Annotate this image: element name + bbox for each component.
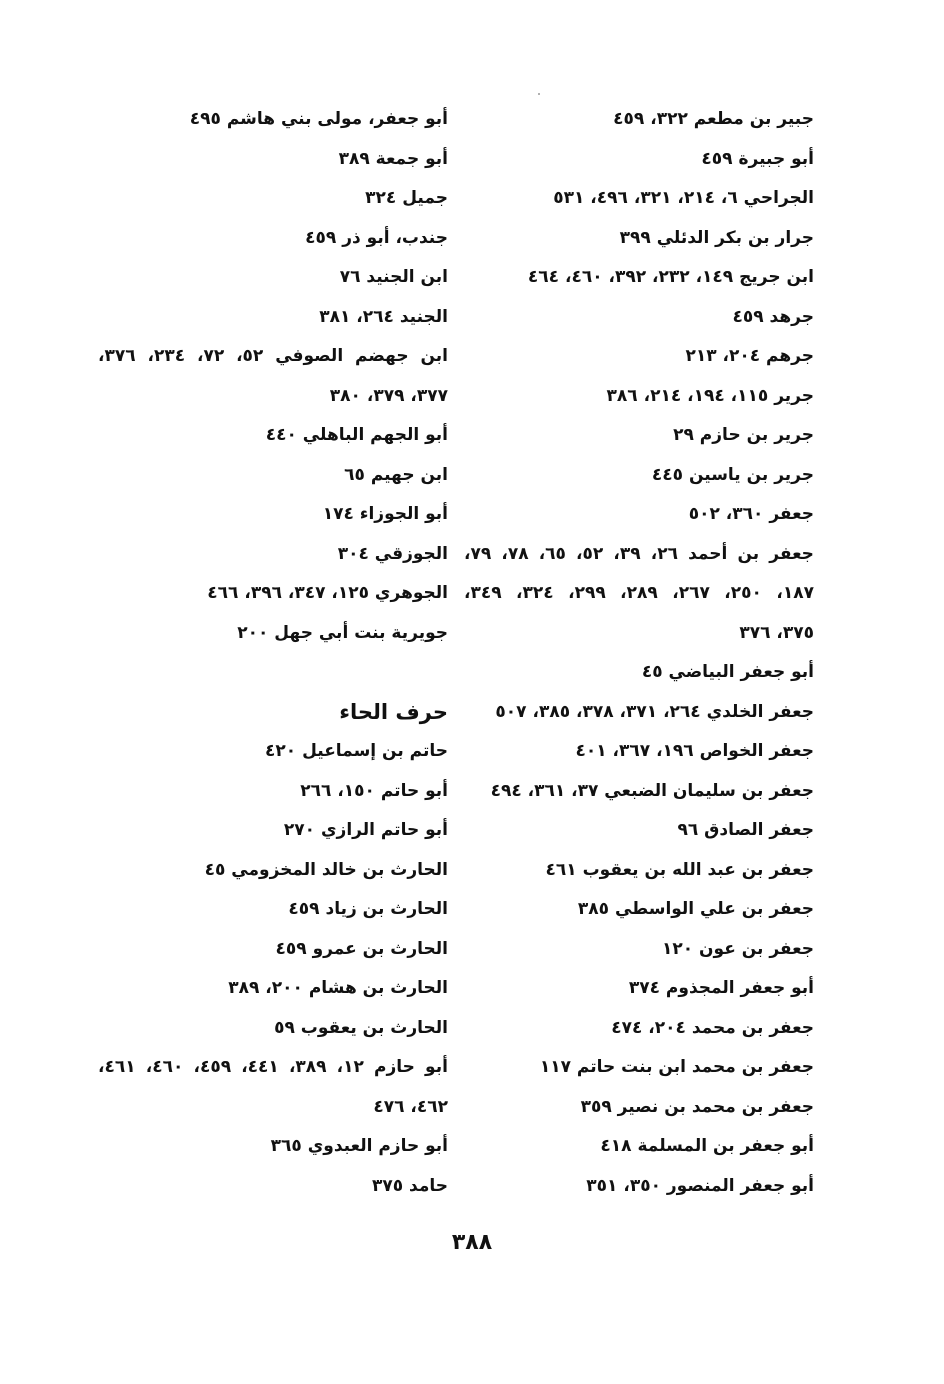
index-entry: أبو الجوزاء ١٧٤: [322, 504, 448, 524]
index-entry: الحارث بن زياد ٤٥٩: [288, 899, 448, 919]
index-entry: جرير بن حازم ٢٩: [673, 425, 814, 445]
index-entry: جعفر بن علي الواسطي ٣٨٥: [577, 899, 814, 919]
section-gap: [98, 653, 448, 693]
index-entry: جعفر بن محمد بن نصير ٣٥٩: [580, 1096, 814, 1117]
index-entry: جرار بن بكر الدئلي ٣٩٩: [619, 227, 814, 248]
index-entry: ابن جهضم الصوفي ٥٢، ٧٢، ٢٣٤، ٣٧٦،: [98, 346, 448, 366]
index-entry: أبو جعفر المنصور ٣٥٠، ٣٥١: [586, 1175, 814, 1196]
index-entry: حامد ٣٧٥: [371, 1175, 448, 1196]
index-entry: ابن الجنيد ٧٦: [339, 267, 448, 287]
index-entry: الجوزقي ٣٠٤: [337, 543, 448, 564]
index-entry: جرير ١١٥، ١٩٤، ٢١٤، ٣٨٦: [606, 385, 814, 406]
print-mark: [538, 93, 540, 95]
index-entry: جعفر بن أحمد ٢٦، ٣٩، ٥٢، ٦٥، ٧٨، ٧٩،: [464, 543, 814, 564]
index-entry: جعفر بن محمد ٢٠٤، ٤٧٤: [611, 1017, 814, 1038]
index-entry: جعفر الخواص ١٩٦، ٣٦٧، ٤٠١: [575, 741, 814, 761]
index-entry: أبو الجهم الباهلي ٤٤٠: [265, 425, 448, 445]
index-entry: جعفر الخلدي ٢٦٤، ٣٧١، ٣٧٨، ٣٨٥، ٥٠٧: [495, 701, 814, 722]
index-entry: أبو جعفر المجذوم ٣٧٤: [628, 978, 814, 998]
index-entry: جندب، أبو ذر ٤٥٩: [305, 227, 448, 248]
index-entry: أبو جعفر بن المسلمة ٤١٨: [600, 1136, 814, 1156]
index-entry: ابن جهيم ٦٥: [344, 464, 448, 485]
index-entry: جميل ٣٢٤: [365, 188, 448, 208]
index-entry: ١٨٧، ٢٥٠، ٢٦٧، ٢٨٩، ٢٩٩، ٣٢٤، ٣٤٩،: [464, 583, 814, 603]
index-entry: جويرية بنت أبي جهل ٢٠٠: [237, 622, 448, 643]
index-entry: جبير بن مطعم ٣٢٢، ٤٥٩: [613, 109, 814, 129]
index-entry: الحارث بن يعقوب ٥٩: [274, 1017, 448, 1038]
index-entry: الجراحي ٦، ٢١٤، ٣٢١، ٤٩٦، ٥٣١: [553, 188, 814, 208]
index-entry: جعفر بن سليمان الضبعي ٣٧، ٣٦١، ٤٩٤: [490, 780, 814, 801]
index-entry: ٣٧٥، ٣٧٦: [739, 622, 814, 643]
index-entry: حاتم بن إسماعيل ٤٢٠: [265, 741, 448, 761]
index-entry: الجنيد ٢٦٤، ٣٨١: [319, 306, 448, 327]
index-entry: أبو جعفر، مولى بني هاشم ٤٩٥: [189, 109, 448, 129]
index-entry: جعفر ٣٦٠، ٥٠٢: [688, 504, 814, 524]
index-entry: الحارث بن عمرو ٤٥٩: [275, 938, 448, 959]
index-entry: جرهد ٤٥٩: [732, 306, 814, 327]
index-entry: أبو حازم العبدوي ٣٦٥: [270, 1136, 448, 1156]
page-number: ٣٨٨: [451, 1230, 493, 1255]
index-entry: أبو جعفر البياضي ٤٥: [641, 662, 814, 682]
index-entry: ٣٧٧، ٣٧٩، ٣٨٠: [329, 385, 448, 406]
index-entry: ٤٦٢، ٤٧٦: [373, 1096, 448, 1117]
index-entry: أبو جمعة ٣٨٩: [338, 148, 448, 169]
index-column-left: [98, 100, 448, 1206]
index-entry: الجوهري ١٢٥، ٣٤٧، ٣٩٦، ٤٦٦: [207, 583, 448, 603]
index-entry: جعفر بن عون ١٢٠: [661, 938, 814, 959]
index-entry: جعفر الصادق ٩٦: [677, 820, 814, 840]
index-column-right: [464, 100, 814, 1206]
index-entry: أبو حاتم ١٥٠، ٢٦٦: [300, 780, 448, 801]
index-entry: أبو حاتم الرازي ٢٧٠: [283, 820, 448, 840]
index-entry: جعفر بن عبد الله بن يعقوب ٤٦١: [545, 859, 814, 880]
index-entry: جرير بن ياسين ٤٤٥: [651, 464, 814, 485]
index-entry: جعفر بن محمد ابن بنت حاتم ١١٧: [539, 1057, 814, 1077]
index-entry: الحارث بن خالد المخزومي ٤٥: [204, 859, 448, 880]
section-heading: حرف الحاء: [339, 699, 448, 724]
index-entry: الحارث بن هشام ٢٠٠، ٣٨٩: [228, 978, 448, 998]
index-entry: ابن جريج ١٤٩، ٢٣٢، ٣٩٢، ٤٦٠، ٤٦٤: [527, 267, 814, 287]
index-entry: أبو حازم ١٢، ٣٨٩، ٤٤١، ٤٥٩، ٤٦٠، ٤٦١،: [98, 1057, 448, 1077]
index-entry: أبو جبيرة ٤٥٩: [701, 148, 814, 169]
index-entry: جرهم ٢٠٤، ٢١٣: [685, 346, 814, 366]
